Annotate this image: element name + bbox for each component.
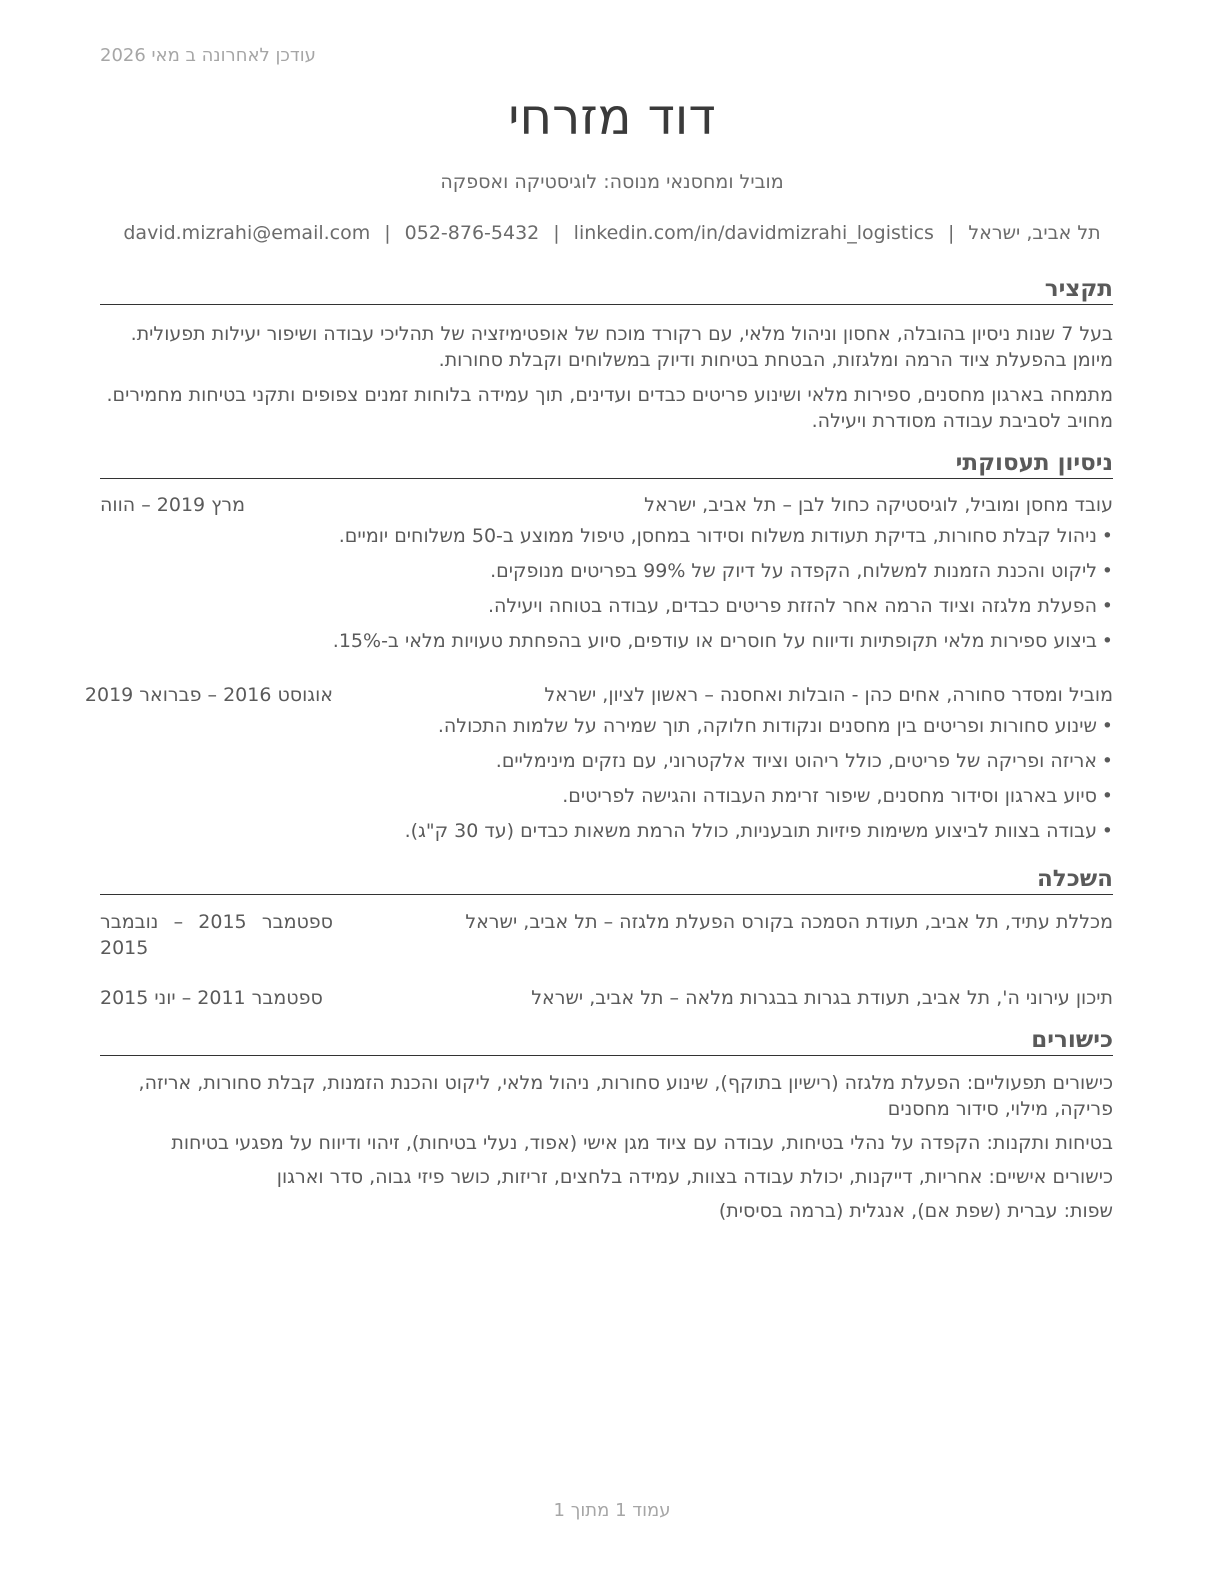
page-footer: עמוד 1 מתוך 1 — [553, 1500, 671, 1521]
contact-separator: | — [553, 222, 560, 244]
contact-linkedin[interactable]: linkedin.com/in/davidmizrahi_logistics — [573, 222, 934, 244]
job-bullets — [100, 523, 1113, 654]
job-bullet: • עבודה בצוות לביצוע משימות פיזיות תובעניות, כולל הרמת משאות כבדים (עד 30 ק"ג). — [100, 818, 1113, 844]
education-dates: ספטמבר 2015 – נובמבר 2015 — [100, 911, 333, 959]
job-header — [84, 682, 1113, 708]
job-bullet: • אריזה ופריקה של פריטים, כולל ריהוט וציוד אלקטרוני, עם נזקים מינימליים. — [100, 748, 1113, 774]
skill-line: כישורים אישיים: אחריות, דייקנות, יכולת עבודה בצוות, עמידה בלחצים, זריזות, כושר פיזי גבוה, סדר וארגון — [276, 1166, 1113, 1188]
job-dates: מרץ 2019 – הווה — [100, 494, 246, 516]
contact-separator: | — [384, 222, 391, 244]
job-bullet: • הפעלת מלגזה וציוד הרמה אחר להזזת פריטים כבדים, עבודה בטוחה ויעילה. — [100, 593, 1113, 619]
contact-line — [0, 222, 1224, 244]
job-bullet: • ביצוע ספירות מלאי תקופתיות ודיווח על חוסרים או עודפים, סיוע בהפחתת טעויות מלאי ב-15%. — [100, 628, 1113, 654]
job-bullet: • סיוע בארגון וסידור מחסנים, שיפור זרימת העבודה והגישה לפריטים. — [100, 783, 1113, 809]
job-dates: אוגוסט 2016 – פברואר 2019 — [84, 684, 333, 706]
job-bullet: • ניהול קבלת סחורות, בדיקת תעודות משלוח וסידור במחסן, טיפול ממוצע ב-50 משלוחים יומיים. — [100, 523, 1113, 549]
job-header — [100, 492, 1113, 518]
job-title: עובד מחסן ומוביל, לוגיסטיקה כחול לבן – תל אביב, ישראל — [644, 494, 1113, 516]
education-dates: ספטמבר 2011 – יוני 2015 — [100, 987, 323, 1009]
skill-line: כישורים תפעוליים: הפעלת מלגזה (רישיון בתוקף), שינוע סחורות, ניהול מלאי, ליקוט והכנת הזמנות, קבלת סחורות, אריזה, פריקה, מילוי, סידור מחסנים — [138, 1072, 1113, 1120]
education-text: מכללת עתיד, תל אביב, תעודת הסמכה בקורס הפעלת מלגזה – תל אביב, ישראל — [465, 911, 1113, 933]
summary-heading: תקציר — [100, 274, 1113, 305]
contact-email[interactable]: david.mizrahi@email.com — [123, 222, 371, 244]
contact-location: תל אביב, ישראל — [968, 222, 1101, 244]
job-bullets — [100, 713, 1113, 844]
last-updated: עודכן לאחרונה ב מאי 2026 — [100, 45, 316, 66]
education-item — [100, 985, 1113, 1011]
experience-heading: ניסיון תעסוקתי — [100, 448, 1113, 479]
job-title: מוביל ומסדר סחורה, אחים כהן - הובלות ואחסנה – ראשון לציון, ישראל — [544, 684, 1113, 706]
candidate-name: דוד מזרחי — [508, 88, 716, 146]
summary-paragraph: מתמחה בארגון מחסנים, ספירות מלאי ושינוע פריטים כבדים ועדינים, תוך עמידה בלוחות זמנים צפופים ותקני בטיחות מחמירים. מחויב לסביבת עבודה מסודרת ויעילה. — [106, 384, 1113, 432]
skill-line: שפות: עברית (שפת אם), אנגלית (ברמה בסיסית) — [718, 1200, 1113, 1222]
skill-line: בטיחות ותקנות: הקפדה על נהלי בטיחות, עבודה עם ציוד מגן אישי (אפוד, נעלי בטיחות), זיהוי ודיווח על מפגעי בטיחות — [171, 1132, 1113, 1154]
contact-separator: | — [947, 222, 955, 244]
candidate-subtitle: מוביל ומחסנאי מנוסה: לוגיסטיקה ואספקה — [440, 171, 784, 193]
job-bullet: • שינוע סחורות ופריטים בין מחסנים ונקודות חלוקה, תוך שמירה על שלמות התכולה. — [100, 713, 1113, 739]
skills-heading: כישורים — [100, 1025, 1113, 1056]
job-bullet: • ליקוט והכנת הזמנות למשלוח, הקפדה על דיוק של 99% בפריטים מנופקים. — [100, 558, 1113, 584]
education-item — [100, 909, 1113, 959]
resume-content — [84, 274, 1113, 1224]
contact-phone: 052-876-5432 — [404, 222, 540, 244]
summary-paragraph: בעל 7 שנות ניסיון בהובלה, אחסון וניהול מלאי, עם רקורד מוכח של אופטימיזציה של תהליכי עבודה ושיפור יעילות תפעולית. מיומן בהפעלת ציוד הרמה ומלגזות, הבטחת בטיחות ודיוק במשלוחים וקבלת סחורות. — [130, 323, 1113, 371]
education-heading: השכלה — [100, 864, 1113, 895]
education-text: תיכון עירוני ה', תל אביב, תעודת בגרות בבגרות מלאה – תל אביב, ישראל — [531, 987, 1113, 1009]
